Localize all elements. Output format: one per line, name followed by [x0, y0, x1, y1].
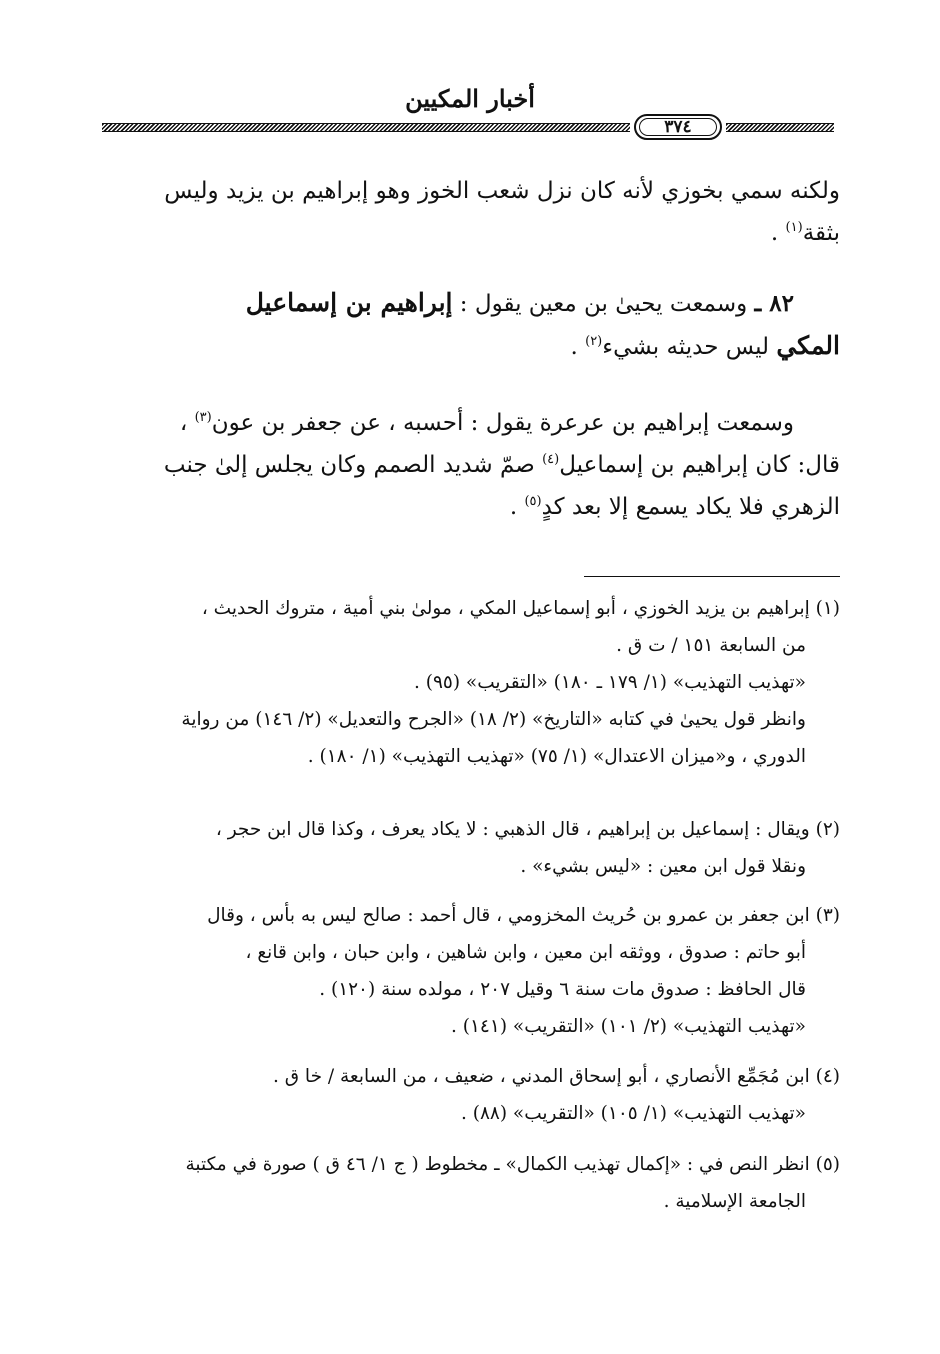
text-line [104, 282, 840, 325]
text-fragment: . [570, 334, 586, 360]
text-line [104, 444, 840, 486]
text-line [104, 212, 840, 254]
paragraph-jafar [104, 402, 840, 528]
text-fragment: بثقة [802, 220, 840, 246]
footnote-line: (٥) انظر النص في : «إكمال تهذيب الكمال» ـ مخطوط ( ج ١/ ٤٦ ق ) صورة في مكتبة [185, 1154, 840, 1175]
footnote-ref-2[interactable]: (٢) [585, 334, 603, 349]
text-line [104, 486, 840, 528]
footnote-line: «تهذيب التهذيب» (١/ ١٧٩ ـ ١٨٠) «التقريب» (٩٥) . [413, 672, 806, 693]
footnote-line: (٤) ابن مُجَمِّع الأنصاري ، أبو إسحاق المدني ، ضعيف ، من السابعة / خا ق . [272, 1066, 840, 1087]
text-fragment: قال: كان إبراهيم بن إسماعيل [559, 452, 840, 478]
footnote-5 [108, 1146, 840, 1220]
footnote-line: أبو حاتم : صدوق ، ووثقه ابن معين ، وابن شاهين ، وابن حبان ، وابن قانع ، [245, 942, 806, 963]
text-fragment: وسمعت إبراهيم بن عرعرة يقول : أحسبه ، عن جعفر بن عون [211, 410, 794, 436]
header-rule-left [102, 123, 630, 132]
footnote-line: (٣) ابن جعفر بن عمرو بن حُريث المخزومي ، قال أحمد : صالح ليس به بأس ، وقال [207, 905, 840, 926]
footnote-4 [108, 1058, 840, 1132]
footnote-3 [108, 897, 840, 1045]
footnote-line: (٢) ويقال : إسماعيل بن إبراهيم ، قال الذهبي : لا يكاد يعرف ، وكذا قال ابن حجر ، [215, 819, 840, 840]
text-fragment: . [770, 220, 786, 246]
footnote-line: «تهذيب التهذيب» (٢/ ١٠١) «التقريب» (١٤١) . [451, 1016, 806, 1037]
footnote-line: الجامعة الإسلامية . [663, 1191, 806, 1212]
page-number-frame [634, 114, 722, 140]
narrator-name: إبراهيم بن إسماعيل [245, 288, 453, 317]
paragraph-continuation [104, 170, 840, 254]
footnote-ref-5[interactable]: (٥) [524, 494, 542, 509]
running-header-title: أخبار المكيين [405, 84, 535, 113]
footnote-2 [108, 811, 840, 885]
footnote-ref-3[interactable]: (٣) [194, 410, 212, 425]
paragraph-82 [104, 282, 840, 368]
text-fragment: الزهري فلا يكاد يسمع إلا بعد كدٍ [541, 494, 840, 520]
footnote-line: «تهذيب التهذيب» (١/ ١٠٥) «التقريب» (٨٨) . [460, 1103, 806, 1124]
footnote-line: (١) إبراهيم بن يزيد الخوزي ، أبو إسماعيل المكي ، مولىٰ بني أمية ، متروك الحديث ، [201, 598, 840, 619]
footnote-1 [108, 590, 840, 775]
report-number: ٨٢ ـ [754, 290, 794, 317]
footnote-line: وانظر قول يحيىٰ في كتابه «التاريخ» (٢/ ١٨) «الجرح والتعديل» (٢/ ١٤٦) من رواية [181, 709, 806, 730]
text-line [104, 325, 840, 368]
text-line [104, 402, 840, 444]
footnote-line: الدوري ، و«ميزان الاعتدال» (١/ ٧٥) «تهذيب التهذيب» (١/ ١٨٠) . [307, 746, 806, 767]
footnote-line: من السابعة ١٥١ / ت ق . [616, 635, 806, 656]
header-rule-right [726, 123, 834, 132]
footnote-line: ونقلا قول ابن معين : «ليس بشيء» . [520, 856, 806, 877]
footnote-line: قال الحافظ : صدوق مات سنة ٦ وقيل ٢٠٧ ، مولده سنة (١٢٠) . [319, 979, 806, 1000]
narrator-name-cont: المكي [776, 331, 840, 360]
text-fragment: صمّ شديد الصمم وكان يجلس إلىٰ جنب [163, 452, 543, 478]
page-number: ٣٧٤ [664, 117, 692, 137]
text-fragment: ليس حديثه بشيء [602, 334, 777, 360]
text-fragment: وسمعت يحيىٰ بن معين يقول : [452, 291, 755, 317]
footnote-ref-1[interactable]: (١) [785, 220, 803, 235]
text-fragment: ، [179, 410, 195, 436]
footnote-ref-4[interactable]: (٤) [542, 452, 560, 467]
text-fragment: . [509, 494, 525, 520]
footnote-separator [584, 576, 840, 577]
text-line: ولكنه سمي بخوزي لأنه كان نزل شعب الخوز وهو إبراهيم بن يزيد وليس [164, 178, 840, 204]
